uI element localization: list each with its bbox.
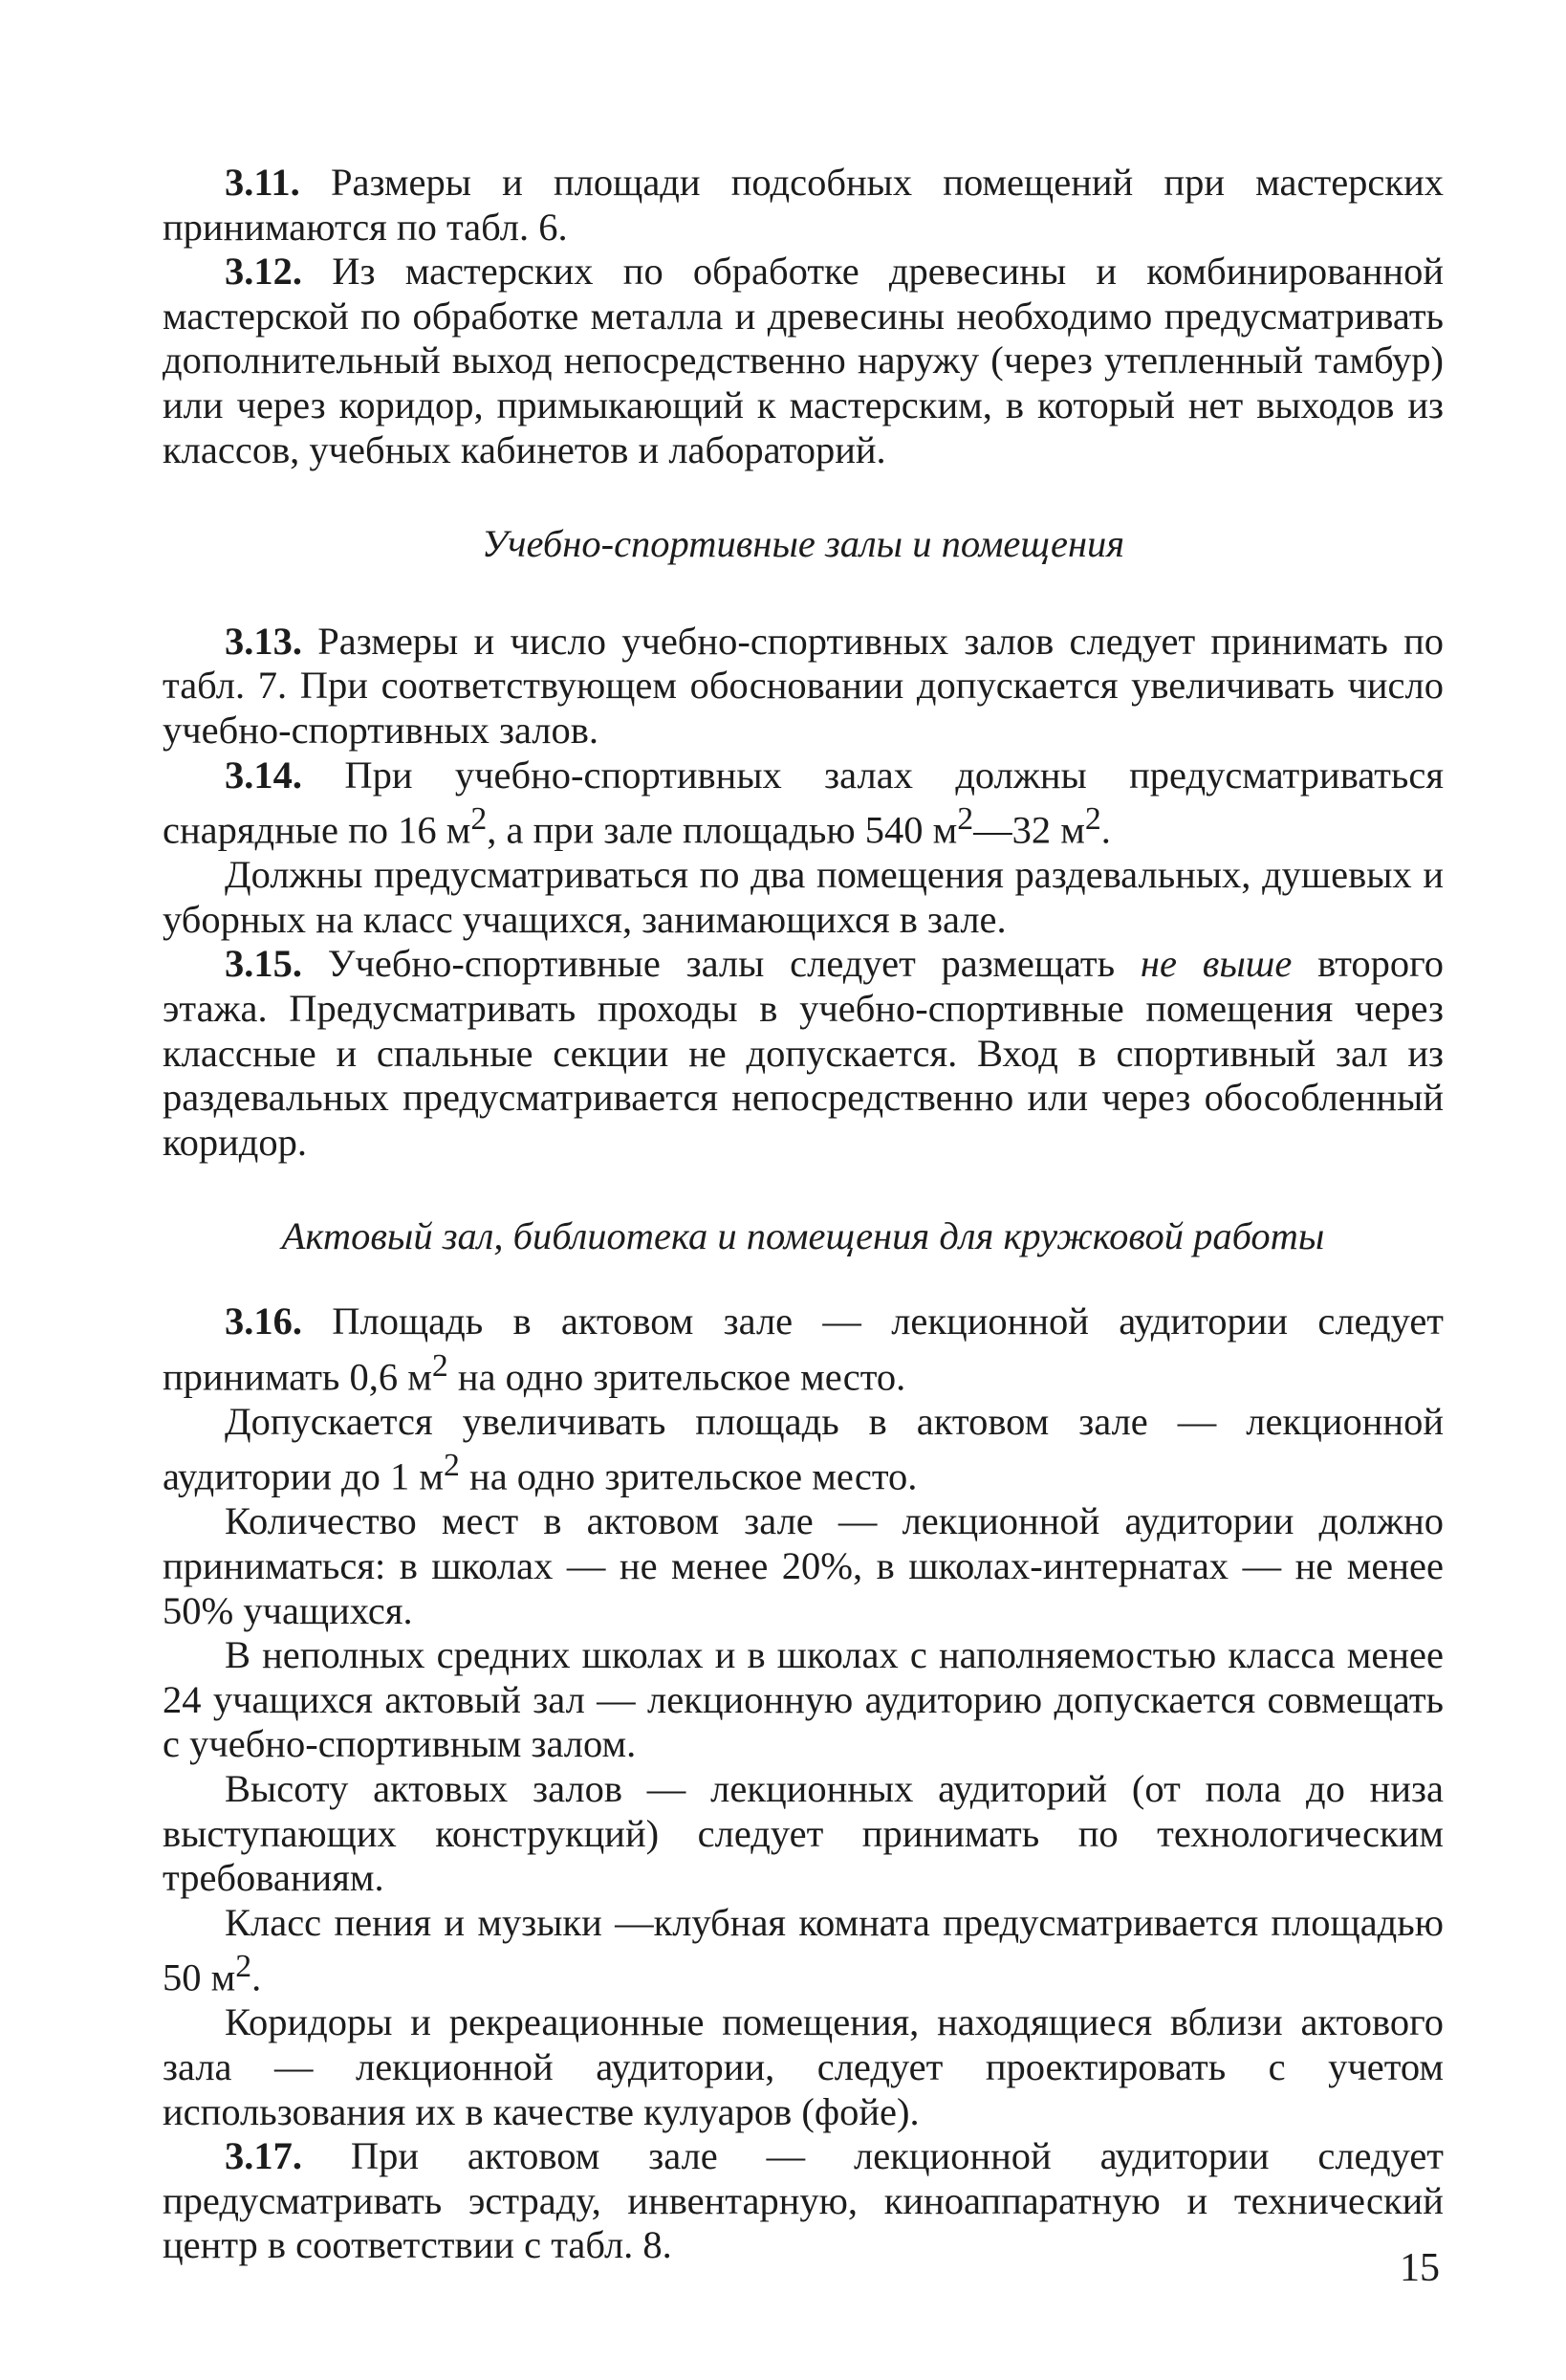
paragraph-3-14 xyxy=(163,753,1444,854)
section-heading-sport-halls: Учебно-спортивные залы и помещения xyxy=(481,522,1125,566)
paragraph-3-14-continued: Должны предусматриваться по два помещения раздевальных, душевых и уборных на класс учащихся, занимающихся в зале. xyxy=(163,853,1444,941)
superscript: 2 xyxy=(235,1949,252,1985)
clause-number: 3.14. xyxy=(225,753,302,797)
clause-text: Класс пения и музыки —клубная комната предусматривается площадью 50 м xyxy=(163,1900,1444,1999)
paragraph-3-15 xyxy=(163,942,1444,1165)
emphasis: не выше xyxy=(1140,942,1293,986)
paragraph-3-16-combined-hall: В неполных средних школах и в школах с наполняемостью класса менее 24 учащихся актовый зал — лекционную аудиторию допускается совмещать с учебно-спортивным залом. xyxy=(163,1633,1444,1766)
superscript: 2 xyxy=(957,801,974,838)
clause-text: . xyxy=(1100,808,1111,852)
clause-number: 3.15. xyxy=(225,942,302,986)
clause-text: Допускается увеличивать площадь в актовом зале — лекционной аудитории до 1 м xyxy=(163,1399,1444,1498)
paragraph-3-16-corridors: Коридоры и рекреационные помещения, находящиеся вблизи актового зала — лекционной аудитории, следует проектировать с учетом использования их в качестве кулуаров (фойе). xyxy=(163,2000,1444,2133)
clause-number: 3.13. xyxy=(225,619,302,663)
clause-text: При актовом зале — лекционной аудитории следует предусматривать эстраду, инвентарную, киноаппаратную и технический центр в соответствии с табл. 8. xyxy=(163,2134,1444,2267)
clause-text: Размеры и число учебно-спортивных залов следует принимать по табл. 7. При соответствующем обосновании допускается увеличивать число учебно-спортивных залов. xyxy=(163,619,1444,752)
clause-text: Размеры и площади подсобных помещений при мастерских принимаются по табл. 6. xyxy=(163,161,1444,249)
clause-text: на одно зрительское место. xyxy=(459,1454,918,1498)
clause-text: Площадь в актовом зале — лекционной аудитории следует принимать 0,6 м xyxy=(163,1299,1444,1399)
page-number: 15 xyxy=(1400,2246,1440,2290)
clause-number: 3.17. xyxy=(225,2134,302,2178)
clause-text: При учебно-спортивных залах должны предусматриваться снарядные по 16 м xyxy=(163,753,1444,852)
paragraph-3-16-music-room xyxy=(163,1901,1444,2001)
superscript: 2 xyxy=(431,1347,448,1384)
clause-text: Из мастерских по обработке древесины и комбинированной мастерской по обработке металла и древесины необходимо предусматривать дополнительный выход непосредственно наружу (через утепленный тамбур) или через коридор, примыкающий к мастерским, в который нет выходов из классов, учебных кабинетов и лабораторий. xyxy=(163,250,1444,471)
page-content xyxy=(163,161,1444,2268)
clause-number: 3.12. xyxy=(225,250,302,294)
clause-text: , а при зале площадью 540 м xyxy=(487,808,958,852)
paragraph-3-11 xyxy=(163,161,1444,250)
clause-text: на одно зрительское место. xyxy=(447,1355,906,1399)
paragraph-3-16 xyxy=(163,1299,1444,1400)
clause-text: второго этажа. Предусматривать проходы в учебно-спортивные помещения через классные и спальные секции не допускается. Вход в спортивный зал из раздевальных предусматривается непосредственно или через обособленный коридор. xyxy=(163,942,1445,1164)
clause-text: . xyxy=(251,1955,262,1999)
clause-number: 3.16. xyxy=(225,1299,302,1343)
clause-text: Учебно-спортивные залы следует размещать xyxy=(302,942,1141,986)
paragraph-3-16-height: Высоту актовых залов — лекционных аудиторий (от пола до низа выступающих конструкций) следует принимать по технологическим требованиям. xyxy=(163,1766,1444,1900)
superscript: 2 xyxy=(444,1448,460,1484)
paragraph-3-16-seat-count: Количество мест в актовом зале — лекционной аудитории должно приниматься: в школах — не менее 20%, в школах-интернатах — не менее 50% учащихся. xyxy=(163,1499,1444,1632)
paragraph-3-16-area-increase xyxy=(163,1400,1444,1500)
section-heading-assembly-hall: Актовый зал, библиотека и помещения для кружковой работы xyxy=(281,1214,1325,1258)
paragraph-3-17 xyxy=(163,2134,1444,2268)
clause-text: —32 м xyxy=(973,808,1085,852)
paragraph-3-12 xyxy=(163,250,1444,472)
paragraph-3-13 xyxy=(163,620,1444,753)
superscript: 2 xyxy=(470,801,488,838)
clause-number: 3.11. xyxy=(225,161,300,204)
superscript: 2 xyxy=(1084,801,1101,838)
